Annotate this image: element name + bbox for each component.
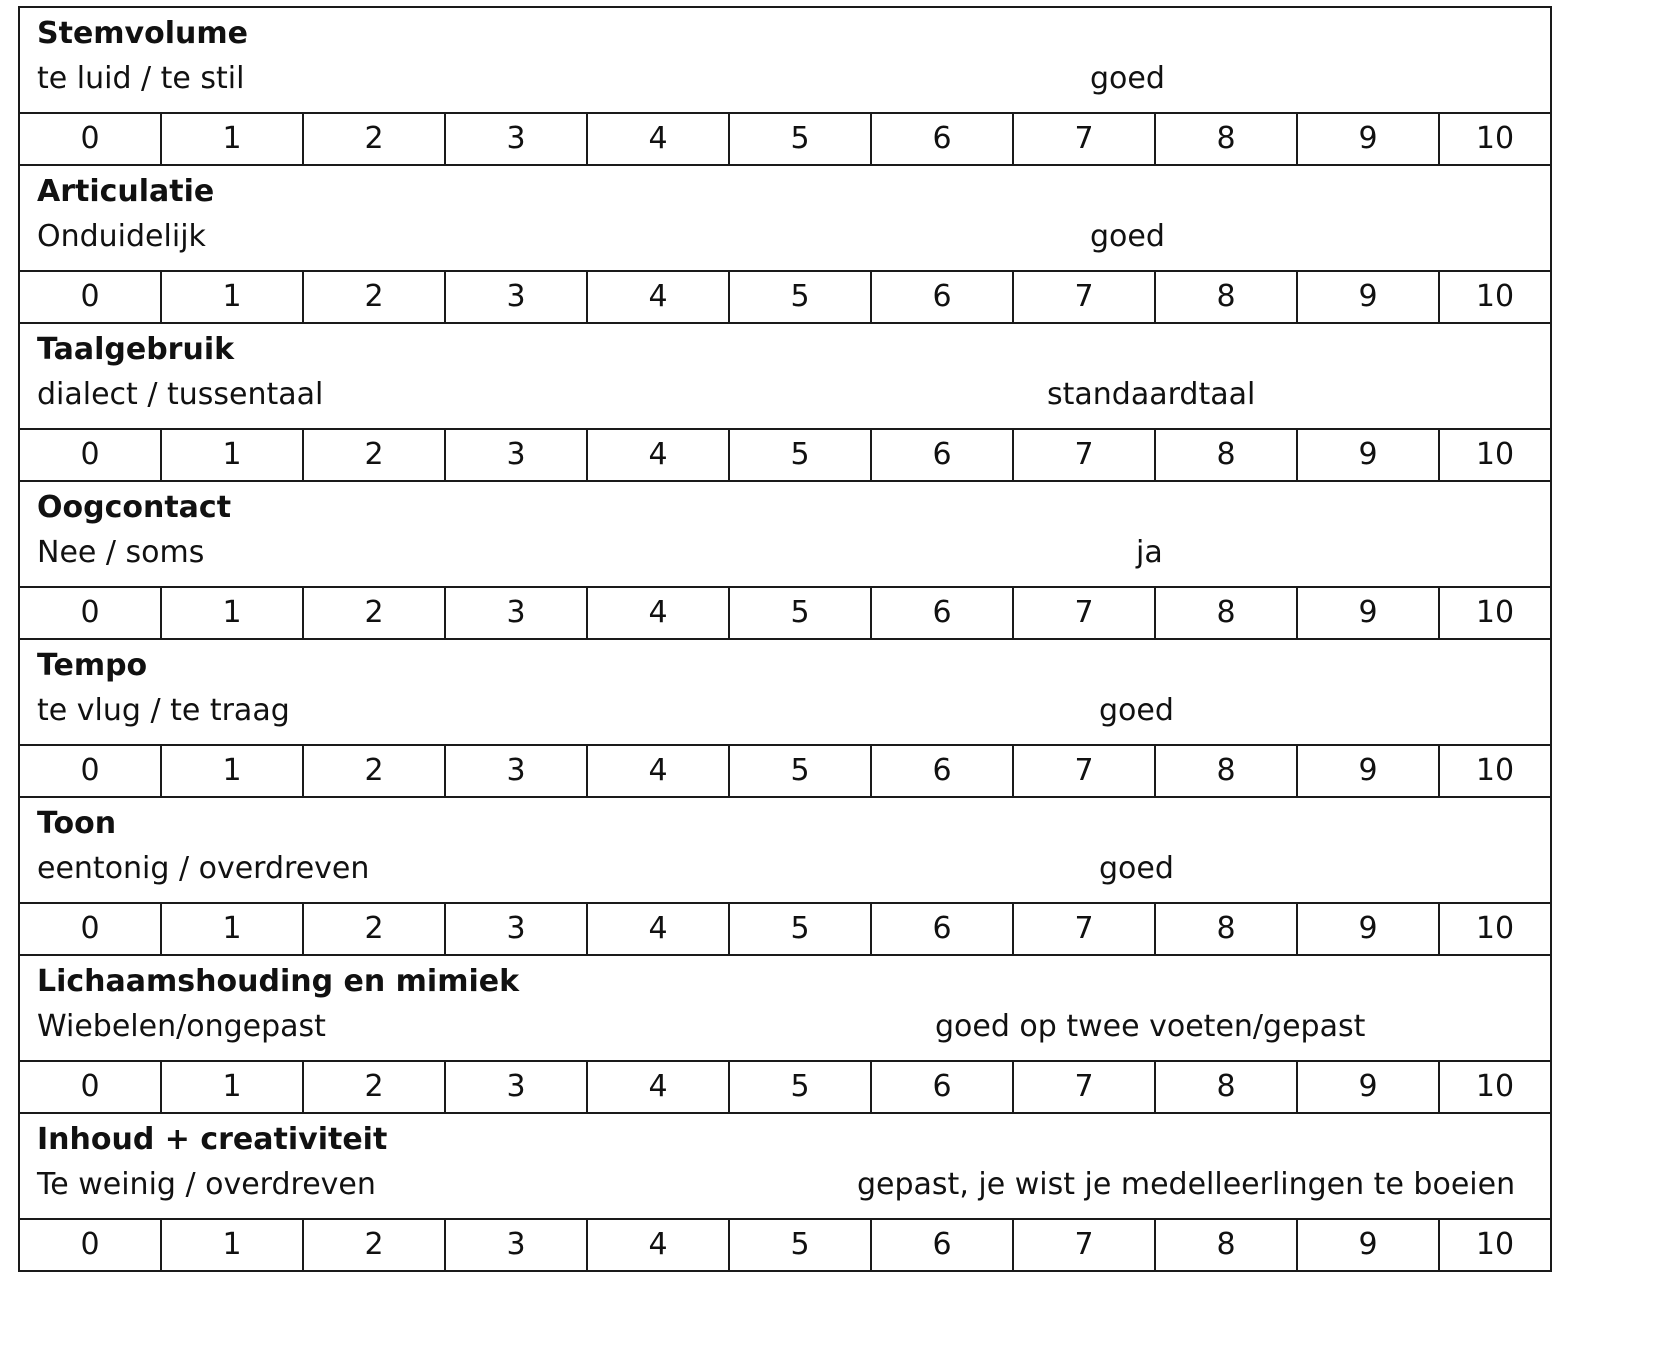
score-cell-1[interactable]: 1 (162, 904, 304, 954)
score-scale-row (20, 904, 1550, 956)
score-cell-4[interactable]: 4 (588, 272, 730, 322)
criterion-high-label: ja (1136, 535, 1163, 570)
criterion-inhoud-creativiteit (20, 1114, 1550, 1220)
score-cell-7[interactable]: 7 (1014, 430, 1156, 480)
score-cell-5[interactable]: 5 (730, 272, 872, 322)
criterion-low-label: Nee / soms (37, 535, 205, 570)
score-cell-0[interactable]: 0 (20, 746, 162, 796)
score-cell-5[interactable]: 5 (730, 588, 872, 638)
criterion-high-label: goed (1090, 219, 1165, 254)
score-cell-9[interactable]: 9 (1298, 1220, 1440, 1270)
score-cell-0[interactable]: 0 (20, 1062, 162, 1112)
score-cell-2[interactable]: 2 (304, 1062, 446, 1112)
criterion-low-label: te luid / te stil (37, 61, 245, 96)
score-cell-2[interactable]: 2 (304, 588, 446, 638)
score-cell-5[interactable]: 5 (730, 904, 872, 954)
score-cell-10[interactable]: 10 (1475, 279, 1515, 314)
criterion-low-label: te vlug / te traag (37, 693, 290, 728)
score-cell-3[interactable]: 3 (446, 904, 588, 954)
score-cell-1[interactable]: 1 (162, 746, 304, 796)
score-cell-7[interactable]: 7 (1014, 1062, 1156, 1112)
score-scale-row (20, 746, 1550, 798)
score-cell-5[interactable]: 5 (730, 114, 872, 164)
score-cell-7[interactable]: 7 (1014, 746, 1156, 796)
score-cell-8[interactable]: 8 (1156, 1062, 1298, 1112)
criterion-title: Stemvolume (37, 16, 248, 51)
score-cell-1[interactable]: 1 (162, 114, 304, 164)
criterion-high-label: goed (1099, 693, 1174, 728)
score-cell-4[interactable]: 4 (588, 1062, 730, 1112)
score-cell-7[interactable]: 7 (1014, 588, 1156, 638)
criterion-articulatie (20, 166, 1550, 272)
score-cell-0[interactable]: 0 (20, 904, 162, 954)
criterion-high-label: gepast, je wist je medelleerlingen te boeien (857, 1167, 1516, 1202)
score-cell-7[interactable]: 7 (1014, 904, 1156, 954)
score-cell-10[interactable]: 10 (1475, 1069, 1515, 1104)
criterion-high-label: goed (1099, 851, 1174, 886)
score-scale-row (20, 430, 1550, 482)
score-cell-2[interactable]: 2 (304, 114, 446, 164)
score-cell-10[interactable]: 10 (1475, 121, 1515, 156)
score-cell-5[interactable]: 5 (730, 1062, 872, 1112)
score-cell-1[interactable]: 1 (162, 430, 304, 480)
score-cell-8[interactable]: 8 (1156, 904, 1298, 954)
criterion-title: Lichaamshouding en mimiek (37, 964, 520, 999)
score-cell-8[interactable]: 8 (1156, 272, 1298, 322)
score-cell-3[interactable]: 3 (446, 272, 588, 322)
criterion-title: Tempo (37, 648, 148, 683)
score-cell-2[interactable]: 2 (304, 904, 446, 954)
score-cell-1[interactable]: 1 (162, 1220, 304, 1270)
score-cell-0[interactable]: 0 (20, 1220, 162, 1270)
criterion-taalgebruik (20, 324, 1550, 430)
criterion-low-label: Wiebelen/ongepast (37, 1009, 326, 1044)
score-cell-3[interactable]: 3 (446, 114, 588, 164)
score-cell-6[interactable]: 6 (872, 588, 1014, 638)
score-scale-row (20, 272, 1550, 324)
score-cell-10[interactable]: 10 (1475, 595, 1515, 630)
score-cell-0[interactable]: 0 (20, 588, 162, 638)
score-cell-4[interactable]: 4 (588, 1220, 730, 1270)
criterion-tempo (20, 640, 1550, 746)
score-cell-3[interactable]: 3 (446, 746, 588, 796)
score-cell-9[interactable]: 9 (1298, 430, 1440, 480)
score-cell-2[interactable]: 2 (304, 272, 446, 322)
score-cell-3[interactable]: 3 (446, 430, 588, 480)
score-cell-6[interactable]: 6 (872, 1062, 1014, 1112)
score-cell-8[interactable]: 8 (1156, 588, 1298, 638)
score-cell-4[interactable]: 4 (588, 904, 730, 954)
score-cell-5[interactable]: 5 (730, 746, 872, 796)
score-cell-2[interactable]: 2 (304, 746, 446, 796)
score-cell-6[interactable]: 6 (872, 904, 1014, 954)
score-cell-8[interactable]: 8 (1156, 114, 1298, 164)
score-cell-6[interactable]: 6 (872, 430, 1014, 480)
score-cell-9[interactable]: 9 (1298, 904, 1440, 954)
score-cell-2[interactable]: 2 (304, 1220, 446, 1270)
score-scale-row (20, 114, 1550, 166)
score-cell-1[interactable]: 1 (162, 1062, 304, 1112)
score-cell-10[interactable]: 10 (1475, 911, 1515, 946)
score-cell-9[interactable]: 9 (1298, 588, 1440, 638)
score-scale-row (20, 1062, 1550, 1114)
criterion-oogcontact (20, 482, 1550, 588)
score-scale-row (20, 588, 1550, 640)
score-cell-1[interactable]: 1 (162, 272, 304, 322)
score-cell-9[interactable]: 9 (1298, 272, 1440, 322)
score-cell-5[interactable]: 5 (730, 430, 872, 480)
score-cell-3[interactable]: 3 (446, 588, 588, 638)
criterion-high-label: goed op twee voeten/gepast (935, 1009, 1366, 1044)
score-cell-9[interactable]: 9 (1298, 746, 1440, 796)
score-cell-0[interactable]: 0 (20, 272, 162, 322)
criterion-high-label: goed (1090, 61, 1165, 96)
criterion-title: Taalgebruik (37, 332, 235, 367)
score-cell-6[interactable]: 6 (872, 1220, 1014, 1270)
score-cell-2[interactable]: 2 (304, 430, 446, 480)
criterion-title: Inhoud + creativiteit (37, 1122, 388, 1157)
criterion-title: Oogcontact (37, 490, 232, 525)
rating-rubric (18, 6, 1552, 1272)
score-cell-6[interactable]: 6 (872, 114, 1014, 164)
score-cell-4[interactable]: 4 (588, 588, 730, 638)
score-cell-4[interactable]: 4 (588, 430, 730, 480)
criterion-low-label: dialect / tussentaal (37, 377, 324, 412)
score-cell-7[interactable]: 7 (1014, 114, 1156, 164)
criterion-low-label: eentonig / overdreven (37, 851, 370, 886)
score-cell-10[interactable]: 10 (1475, 437, 1515, 472)
score-cell-6[interactable]: 6 (872, 746, 1014, 796)
criterion-stemvolume (20, 8, 1550, 114)
score-cell-10[interactable]: 10 (1475, 1227, 1515, 1262)
score-cell-1[interactable]: 1 (162, 588, 304, 638)
score-cell-0[interactable]: 0 (20, 430, 162, 480)
score-cell-3[interactable]: 3 (446, 1220, 588, 1270)
score-cell-8[interactable]: 8 (1156, 746, 1298, 796)
score-cell-9[interactable]: 9 (1298, 1062, 1440, 1112)
score-cell-7[interactable]: 7 (1014, 272, 1156, 322)
criterion-low-label: Onduidelijk (37, 219, 206, 254)
score-cell-3[interactable]: 3 (446, 1062, 588, 1112)
criterion-title: Toon (37, 806, 117, 841)
criterion-lichaamshouding-en-mimiek (20, 956, 1550, 1062)
score-cell-9[interactable]: 9 (1298, 114, 1440, 164)
score-scale-row (20, 1220, 1550, 1272)
criterion-title: Articulatie (37, 174, 215, 209)
score-cell-8[interactable]: 8 (1156, 430, 1298, 480)
score-cell-5[interactable]: 5 (730, 1220, 872, 1270)
score-cell-7[interactable]: 7 (1014, 1220, 1156, 1270)
score-cell-10[interactable]: 10 (1475, 753, 1515, 788)
score-cell-6[interactable]: 6 (872, 272, 1014, 322)
score-cell-0[interactable]: 0 (20, 114, 162, 164)
score-cell-8[interactable]: 8 (1156, 1220, 1298, 1270)
criterion-toon (20, 798, 1550, 904)
score-cell-4[interactable]: 4 (588, 746, 730, 796)
score-cell-4[interactable]: 4 (588, 114, 730, 164)
criterion-low-label: Te weinig / overdreven (37, 1167, 376, 1202)
criterion-high-label: standaardtaal (1047, 377, 1256, 412)
